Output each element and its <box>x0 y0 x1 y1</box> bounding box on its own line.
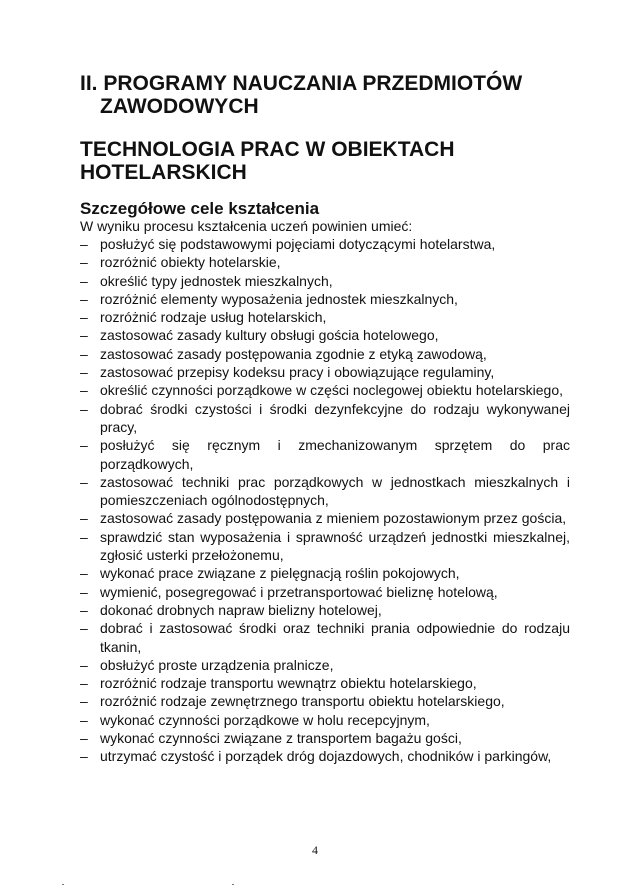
list-item-text: rozróżnić rodzaje usług hotelarskich, <box>100 309 327 326</box>
bullet-dash: – <box>80 364 88 381</box>
list-item-text: utrzymać czystość i porządek dróg dojazdowych, chodników i parkingów, <box>100 748 552 765</box>
list-item <box>80 711 570 729</box>
list-item-text: sprawdzić stan wyposażenia i sprawność urządzeń jednostki mieszkalnej, zgłosić usterki przełożonemu, <box>100 528 570 564</box>
scan-speck <box>232 884 234 885</box>
list-item-text: dokonać drobnych napraw bielizny hotelowej, <box>100 601 382 618</box>
list-item <box>80 290 570 308</box>
bullet-dash: – <box>80 272 88 289</box>
main-heading <box>80 72 560 118</box>
list-item-text: zastosować zasady postępowania z mieniem pozostawionym przez gościa, <box>100 510 567 527</box>
bullet-dash: – <box>80 601 88 618</box>
list-item <box>80 528 570 565</box>
main-heading-line1: II. PROGRAMY NAUCZANIA PRZEDMIOTÓW <box>80 72 523 95</box>
list-item-text: posłużyć się podstawowymi pojęciami dotyczącymi hotelarstwa, <box>100 236 496 252</box>
list-item <box>80 381 570 399</box>
list-item <box>80 308 570 326</box>
list-item <box>80 363 570 381</box>
list-item-text: dobrać środki czystości i środki dezynfekcyjne do rodzaju wykonywanej pracy, <box>100 400 570 435</box>
list-item <box>80 747 570 765</box>
list-item-text: zastosować przepisy kodeksu pracy i obowiązujące regulaminy, <box>100 364 495 381</box>
list-item-text: rozróżnić elementy wyposażenia jednostek mieszkalnych, <box>100 290 458 307</box>
bullet-dash: – <box>80 290 88 307</box>
section-title: Szczegółowe cele kształcenia <box>80 199 320 218</box>
bullet-dash: – <box>80 748 88 765</box>
list-item <box>80 619 570 656</box>
list-item <box>80 345 570 363</box>
bullet-dash: – <box>80 583 88 600</box>
list-item <box>80 509 570 527</box>
list-item <box>80 656 570 674</box>
list-item <box>80 692 570 710</box>
list-item <box>80 473 570 510</box>
bullet-dash: – <box>80 656 88 673</box>
scan-speck <box>62 884 64 885</box>
list-item-text: zastosować zasady kultury obsługi gościa hotelowego, <box>100 327 439 344</box>
list-item-text: zastosować techniki prac porządkowych w jednostkach mieszkalnych i pomieszczeniach ogólnodostępnych, <box>100 473 570 509</box>
bullet-dash: – <box>80 437 88 454</box>
page-number: 4 <box>312 843 318 857</box>
list-item-text: dobrać i zastosować środki oraz techniki prania odpowiednie do rodzaju tkanin, <box>100 620 570 655</box>
bullet-dash: – <box>80 236 88 252</box>
list-item <box>80 400 570 437</box>
intro-text: W wyniku procesu kształcenia uczeń powinien umieć: <box>80 218 413 234</box>
list-item-text: wykonać czynności porządkowe w holu recepcyjnym, <box>100 711 430 728</box>
list-item-text: wymienić, posegregować i przetransportować bieliznę hotelową, <box>100 583 498 600</box>
list-item-text: rozróżnić rodzaje transportu wewnątrz obiektu hotelarskiego, <box>100 675 477 692</box>
list-item <box>80 729 570 747</box>
list-item <box>80 564 570 582</box>
list-item-text: wykonać czynności związane z transportem bagażu gości, <box>100 730 462 747</box>
bullet-dash: – <box>80 473 88 490</box>
list-item <box>80 583 570 601</box>
list-item-text: określić typy jednostek mieszkalnych, <box>100 272 333 289</box>
bullet-dash: – <box>80 528 88 545</box>
list-item <box>80 235 570 253</box>
list-item-text: obsłużyć proste urządzenia pralnicze, <box>100 656 334 673</box>
bullet-dash: – <box>80 382 88 399</box>
bullet-dash: – <box>80 693 88 710</box>
subject-heading <box>80 138 560 184</box>
list-item-text: zastosować zasady postępowania zgodnie z etyką zawodową, <box>100 345 487 362</box>
list-item <box>80 601 570 619</box>
bullet-dash: – <box>80 309 88 326</box>
list-item-text: posłużyć się ręcznym i zmechanizowanym sprzętem do prac porządkowych, <box>100 437 570 472</box>
bullet-dash: – <box>80 345 88 362</box>
bullet-dash: – <box>80 620 88 637</box>
bullet-dash: – <box>80 565 88 582</box>
bullet-dash: – <box>80 254 88 271</box>
list-item-text: wykonać prace związane z pielęgnacją roślin pokojowych, <box>100 565 460 582</box>
bullet-dash: – <box>80 730 88 747</box>
list-item <box>80 436 570 473</box>
list-item-text: określić czynności porządkowe w części noclegowej obiektu hotelarskiego, <box>100 382 564 399</box>
bullet-dash: – <box>80 711 88 728</box>
list-item-text: rozróżnić obiekty hotelarskie, <box>100 254 281 271</box>
list-item <box>80 326 570 344</box>
main-heading-line2: ZAWODOWYCH <box>100 95 259 118</box>
bullet-dash: – <box>80 400 88 417</box>
list-item-text: rozróżnić rodzaje zewnętrznego transportu obiektu hotelarskiego, <box>100 693 505 710</box>
list-item <box>80 253 570 271</box>
subject-heading-line2: HOTELARSKICH <box>80 161 247 184</box>
objectives-list <box>80 235 570 766</box>
bullet-dash: – <box>80 327 88 344</box>
list-item <box>80 272 570 290</box>
bullet-dash: – <box>80 510 88 527</box>
list-item <box>80 674 570 692</box>
subject-heading-line1: TECHNOLOGIA PRAC W OBIEKTACH <box>80 138 455 161</box>
bullet-dash: – <box>80 675 88 692</box>
